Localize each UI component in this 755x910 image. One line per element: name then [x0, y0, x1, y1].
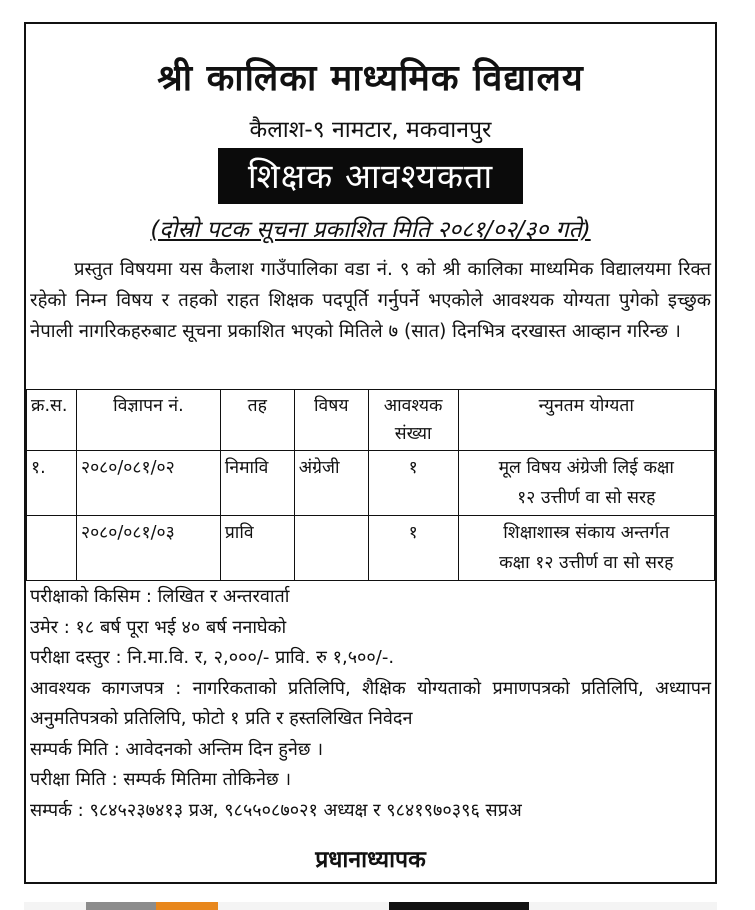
cell-subject: अंग्रेजी	[294, 451, 368, 516]
qualification-line: शिक्षाशास्त्र संकाय अन्तर्गत	[503, 523, 670, 543]
header-required-count: आवश्यक संख्या	[368, 390, 458, 451]
header-subject: विषय	[294, 390, 368, 451]
footer-black-block	[389, 902, 529, 910]
cell-subject	[294, 516, 368, 581]
age-requirement: उमेर : १८ बर्ष पूरा भई ४० बर्ष ननाघेको	[30, 616, 287, 638]
cell-count: १	[368, 451, 458, 516]
job-notice	[24, 22, 717, 884]
table-row	[27, 516, 715, 581]
footer-orange-block	[156, 902, 218, 910]
qualification-line: कक्षा १२ उत्तीर्ण वा सो सरह	[499, 553, 674, 573]
cell-qualification	[458, 451, 714, 516]
cell-ad-no: २०८०/०८१/०२	[76, 451, 220, 516]
cell-ad-no: २०८०/०८१/०३	[76, 516, 220, 581]
footer-grey-block	[86, 902, 156, 910]
notice-title-banner: शिक्षक आवश्यकता	[218, 148, 523, 204]
banner-wrapper	[26, 148, 715, 204]
footer-color-strip	[24, 902, 717, 910]
contact-numbers: सम्पर्क : ९८४५२३७४१३ प्रअ, ९८५५०८७०२१ अध्यक्ष र ९८४१९७०३९६ सप्रअ	[30, 799, 522, 821]
school-address: कैलाश-९ नामटार, मकवानपुर	[249, 117, 492, 143]
cell-level: निमावि	[220, 451, 294, 516]
cell-level: प्रावि	[220, 516, 294, 581]
qualification-line: मूल विषय अंग्रेजी लिई कक्षा	[498, 458, 674, 478]
contact-date: सम्पर्क मिति : आवेदनको अन्तिम दिन हुनेछ ।	[30, 738, 324, 760]
required-documents: आवश्यक कागजपत्र : नागरिकताको प्रतिलिपि, शैक्षिक योग्यताको प्रमाणपत्रको प्रतिलिपि, अध्यापन अनुमतिपत्रको प्रतिलिपि, फोटो १ प्रति र हस्तलिखित निवेदन	[30, 677, 711, 729]
header-min-qualification: न्युनतम योग्यता	[458, 390, 714, 451]
exam-type: परीक्षाको किसिम : लिखित र अन्तरवार्ता	[30, 586, 290, 607]
cell-count: १	[368, 516, 458, 581]
header-level: तह	[220, 390, 294, 451]
table-header-row	[27, 390, 715, 451]
details-section	[30, 582, 711, 826]
exam-date: परीक्षा मिति : सम्पर्क मितिमा तोकिनेछ ।	[30, 769, 292, 790]
header-ad-no: विज्ञापन नं.	[76, 390, 220, 451]
cell-sn: १.	[27, 451, 77, 516]
cell-qualification	[458, 516, 714, 581]
cell-sn	[27, 516, 77, 581]
header-sn: क्र.स.	[27, 390, 77, 451]
vacancy-table	[26, 389, 715, 581]
qualification-line: १२ उत्तीर्ण वा सो सरह	[517, 488, 656, 508]
publication-date-note: (दोस्रो पटक सूचना प्रकाशित मिति २०८१/०२/३० गते)	[150, 217, 591, 243]
intro-paragraph: प्रस्तुत विषयमा यस कैलाश गाउँपालिका वडा नं. ९ को श्री कालिका माध्यमिक विद्यालयमा रिक्त रहेको निम्न विषय र तहको राहत शिक्षक पदपूर्ति गर्नुपर्ने भएकोले आवश्यक योग्यता पुगेको इच्छुक नेपाली नागरिकहरुबाट सूचना प्रकाशित भएको मितिले ७ (सात) दिनभित्र दरखास्त आव्हान गरिन्छ ।	[30, 259, 711, 342]
table-row	[27, 451, 715, 516]
exam-fee: परीक्षा दस्तुर : नि.मा.वि. र, २,०००/- प्रावि. रु १,५००/-.	[30, 647, 395, 668]
school-name: श्री कालिका माध्यमिक विद्यालय	[157, 58, 584, 99]
signatory-title: प्रधानाध्यापक	[315, 847, 426, 873]
